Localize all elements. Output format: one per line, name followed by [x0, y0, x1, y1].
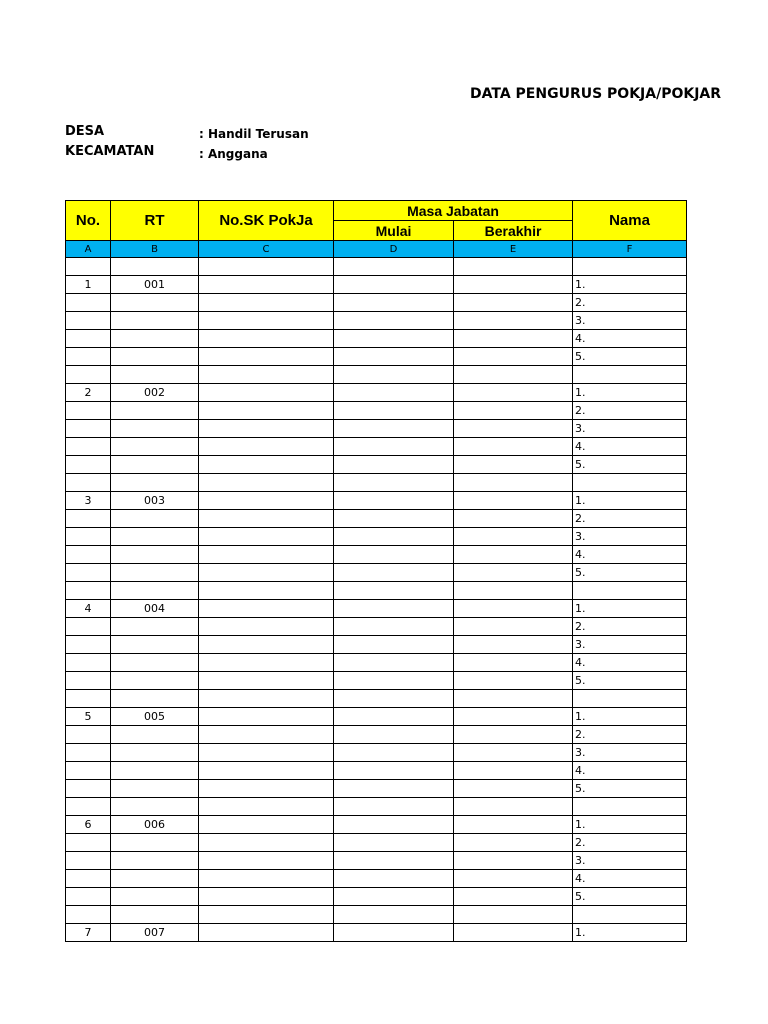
berakhir-cell [454, 798, 573, 816]
sk-cell [199, 276, 334, 294]
nama-cell [573, 474, 687, 492]
mulai-cell [334, 312, 454, 330]
mulai-cell [334, 816, 454, 834]
sk-cell [199, 474, 334, 492]
rt-cell: 003 [111, 492, 199, 510]
rt-cell [111, 906, 199, 924]
table-row [66, 456, 687, 474]
sk-cell [199, 654, 334, 672]
no-cell: 2 [66, 384, 111, 402]
rt-cell [111, 852, 199, 870]
nama-cell [573, 258, 687, 276]
nama-cell: 4. [573, 762, 687, 780]
berakhir-cell [454, 870, 573, 888]
berakhir-cell [454, 312, 573, 330]
desa-label: DESA [65, 124, 105, 139]
rt-cell [111, 564, 199, 582]
no-cell [66, 726, 111, 744]
berakhir-cell [454, 258, 573, 276]
mulai-cell [334, 330, 454, 348]
rt-cell [111, 762, 199, 780]
no-cell: 3 [66, 492, 111, 510]
sk-cell [199, 582, 334, 600]
sk-cell [199, 798, 334, 816]
table-row [66, 258, 687, 276]
table-row [66, 294, 687, 312]
rt-cell [111, 744, 199, 762]
rt-cell [111, 456, 199, 474]
mulai-cell [334, 798, 454, 816]
sk-cell [199, 636, 334, 654]
nama-cell: 1. [573, 492, 687, 510]
rt-cell [111, 402, 199, 420]
mulai-cell [334, 438, 454, 456]
no-cell [66, 564, 111, 582]
nama-cell: 2. [573, 726, 687, 744]
sk-cell [199, 906, 334, 924]
table-row [66, 312, 687, 330]
header-sk: No.SK PokJa [199, 201, 334, 241]
sk-cell [199, 294, 334, 312]
nama-cell: 2. [573, 618, 687, 636]
rt-cell [111, 312, 199, 330]
sk-cell [199, 438, 334, 456]
mulai-cell [334, 888, 454, 906]
nama-cell [573, 582, 687, 600]
berakhir-cell [454, 654, 573, 672]
nama-cell: 3. [573, 420, 687, 438]
no-cell: 5 [66, 708, 111, 726]
sk-cell [199, 402, 334, 420]
column-letter-row [66, 241, 687, 258]
sk-cell [199, 366, 334, 384]
mulai-cell [334, 564, 454, 582]
table-row [66, 888, 687, 906]
nama-cell: 2. [573, 510, 687, 528]
no-cell: 4 [66, 600, 111, 618]
header-nama: Nama [573, 201, 687, 241]
sk-cell [199, 420, 334, 438]
table-row [66, 924, 687, 942]
no-cell [66, 636, 111, 654]
berakhir-cell [454, 816, 573, 834]
no-cell [66, 348, 111, 366]
table-row [66, 510, 687, 528]
rt-cell [111, 366, 199, 384]
rt-cell [111, 510, 199, 528]
sk-cell [199, 726, 334, 744]
mulai-cell [334, 348, 454, 366]
no-cell [66, 654, 111, 672]
berakhir-cell [454, 618, 573, 636]
berakhir-cell [454, 924, 573, 942]
header-mulai: Mulai [334, 221, 454, 241]
header-no: No. [66, 201, 111, 241]
mulai-cell [334, 708, 454, 726]
sk-cell [199, 816, 334, 834]
nama-cell: 5. [573, 456, 687, 474]
mulai-cell [334, 834, 454, 852]
mulai-cell [334, 474, 454, 492]
berakhir-cell [454, 366, 573, 384]
mulai-cell [334, 870, 454, 888]
nama-cell: 2. [573, 294, 687, 312]
header-rt: RT [111, 201, 199, 241]
no-cell [66, 798, 111, 816]
no-cell: 7 [66, 924, 111, 942]
pengurus-table [65, 200, 687, 942]
nama-cell: 3. [573, 312, 687, 330]
no-cell [66, 474, 111, 492]
no-cell [66, 780, 111, 798]
table-row [66, 528, 687, 546]
table-row [66, 672, 687, 690]
berakhir-cell [454, 780, 573, 798]
mulai-cell [334, 924, 454, 942]
table-row [66, 492, 687, 510]
nama-cell: 5. [573, 348, 687, 366]
no-cell [66, 834, 111, 852]
table-row [66, 546, 687, 564]
table-row [66, 690, 687, 708]
column-letter: E [454, 241, 573, 258]
sk-cell [199, 888, 334, 906]
berakhir-cell [454, 690, 573, 708]
table-row [66, 564, 687, 582]
column-letter: C [199, 241, 334, 258]
no-cell [66, 744, 111, 762]
mulai-cell [334, 456, 454, 474]
nama-cell: 4. [573, 330, 687, 348]
sk-cell [199, 600, 334, 618]
table-row [66, 366, 687, 384]
nama-cell: 1. [573, 816, 687, 834]
no-cell [66, 312, 111, 330]
berakhir-cell [454, 510, 573, 528]
berakhir-cell [454, 906, 573, 924]
berakhir-cell [454, 294, 573, 312]
sk-cell [199, 744, 334, 762]
table-row [66, 600, 687, 618]
no-cell: 6 [66, 816, 111, 834]
sk-cell [199, 330, 334, 348]
rt-cell [111, 798, 199, 816]
table-row [66, 816, 687, 834]
nama-cell: 1. [573, 600, 687, 618]
no-cell [66, 870, 111, 888]
rt-cell [111, 654, 199, 672]
mulai-cell [334, 654, 454, 672]
rt-cell [111, 672, 199, 690]
no-cell [66, 510, 111, 528]
column-letter: B [111, 241, 199, 258]
rt-cell [111, 474, 199, 492]
no-cell [66, 672, 111, 690]
table-row [66, 618, 687, 636]
table-row [66, 834, 687, 852]
table-row [66, 276, 687, 294]
rt-cell [111, 888, 199, 906]
rt-cell [111, 330, 199, 348]
column-letter: D [334, 241, 454, 258]
no-cell [66, 456, 111, 474]
sk-cell [199, 690, 334, 708]
table-row [66, 726, 687, 744]
desa-value: : Handil Terusan [199, 127, 309, 141]
no-cell [66, 762, 111, 780]
berakhir-cell [454, 348, 573, 366]
mulai-cell [334, 420, 454, 438]
nama-cell [573, 366, 687, 384]
berakhir-cell [454, 564, 573, 582]
no-cell [66, 690, 111, 708]
nama-cell: 3. [573, 744, 687, 762]
berakhir-cell [454, 834, 573, 852]
sk-cell [199, 870, 334, 888]
no-cell [66, 420, 111, 438]
berakhir-cell [454, 456, 573, 474]
nama-cell [573, 690, 687, 708]
no-cell [66, 906, 111, 924]
no-cell: 1 [66, 276, 111, 294]
rt-cell: 007 [111, 924, 199, 942]
nama-cell: 1. [573, 384, 687, 402]
mulai-cell [334, 582, 454, 600]
berakhir-cell [454, 726, 573, 744]
nama-cell: 1. [573, 276, 687, 294]
rt-cell [111, 528, 199, 546]
table-row [66, 744, 687, 762]
sk-cell [199, 456, 334, 474]
sk-cell [199, 528, 334, 546]
no-cell [66, 582, 111, 600]
table-row [66, 474, 687, 492]
rt-cell: 001 [111, 276, 199, 294]
table-row [66, 906, 687, 924]
mulai-cell [334, 852, 454, 870]
berakhir-cell [454, 852, 573, 870]
kecamatan-label: KECAMATAN [65, 144, 155, 159]
table-row [66, 780, 687, 798]
no-cell [66, 852, 111, 870]
nama-cell: 4. [573, 438, 687, 456]
sk-cell [199, 852, 334, 870]
table-row [66, 708, 687, 726]
sk-cell [199, 492, 334, 510]
sk-cell [199, 564, 334, 582]
berakhir-cell [454, 276, 573, 294]
berakhir-cell [454, 438, 573, 456]
sk-cell [199, 384, 334, 402]
nama-cell: 4. [573, 870, 687, 888]
header-berakhir: Berakhir [454, 221, 573, 241]
no-cell [66, 546, 111, 564]
mulai-cell [334, 528, 454, 546]
table-row [66, 402, 687, 420]
rt-cell: 002 [111, 384, 199, 402]
table-row [66, 348, 687, 366]
sk-cell [199, 348, 334, 366]
mulai-cell [334, 672, 454, 690]
sk-cell [199, 708, 334, 726]
table-row [66, 762, 687, 780]
nama-cell [573, 906, 687, 924]
berakhir-cell [454, 492, 573, 510]
mulai-cell [334, 600, 454, 618]
table-row [66, 870, 687, 888]
table-row [66, 438, 687, 456]
nama-cell: 3. [573, 636, 687, 654]
mulai-cell [334, 294, 454, 312]
nama-cell: 4. [573, 546, 687, 564]
nama-cell: 5. [573, 672, 687, 690]
mulai-cell [334, 762, 454, 780]
berakhir-cell [454, 546, 573, 564]
berakhir-cell [454, 888, 573, 906]
mulai-cell [334, 366, 454, 384]
table-row [66, 330, 687, 348]
mulai-cell [334, 636, 454, 654]
table-row [66, 852, 687, 870]
rt-cell [111, 546, 199, 564]
rt-cell [111, 618, 199, 636]
berakhir-cell [454, 402, 573, 420]
sk-cell [199, 312, 334, 330]
no-cell [66, 294, 111, 312]
mulai-cell [334, 690, 454, 708]
rt-cell [111, 636, 199, 654]
table-row [66, 798, 687, 816]
column-letter: F [573, 241, 687, 258]
berakhir-cell [454, 384, 573, 402]
berakhir-cell [454, 636, 573, 654]
sk-cell [199, 762, 334, 780]
berakhir-cell [454, 708, 573, 726]
nama-cell: 5. [573, 564, 687, 582]
header-masa-jabatan: Masa Jabatan [334, 201, 573, 221]
berakhir-cell [454, 672, 573, 690]
berakhir-cell [454, 474, 573, 492]
nama-cell: 3. [573, 852, 687, 870]
berakhir-cell [454, 582, 573, 600]
mulai-cell [334, 492, 454, 510]
rt-cell [111, 348, 199, 366]
rt-cell [111, 438, 199, 456]
table-row [66, 384, 687, 402]
sk-cell [199, 258, 334, 276]
berakhir-cell [454, 420, 573, 438]
no-cell [66, 438, 111, 456]
no-cell [66, 528, 111, 546]
rt-cell: 004 [111, 600, 199, 618]
no-cell [66, 888, 111, 906]
mulai-cell [334, 258, 454, 276]
mulai-cell [334, 618, 454, 636]
berakhir-cell [454, 762, 573, 780]
table-row [66, 582, 687, 600]
berakhir-cell [454, 744, 573, 762]
nama-cell: 5. [573, 888, 687, 906]
mulai-cell [334, 402, 454, 420]
rt-cell: 006 [111, 816, 199, 834]
sk-cell [199, 618, 334, 636]
mulai-cell [334, 726, 454, 744]
mulai-cell [334, 906, 454, 924]
rt-cell [111, 582, 199, 600]
mulai-cell [334, 546, 454, 564]
document-title: DATA PENGURUS POKJA/POKJAR [470, 86, 722, 102]
sk-cell [199, 780, 334, 798]
nama-cell: 2. [573, 834, 687, 852]
table-row [66, 420, 687, 438]
sk-cell [199, 924, 334, 942]
no-cell [66, 402, 111, 420]
berakhir-cell [454, 330, 573, 348]
nama-cell: 1. [573, 924, 687, 942]
rt-cell [111, 690, 199, 708]
berakhir-cell [454, 600, 573, 618]
rt-cell: 005 [111, 708, 199, 726]
rt-cell [111, 726, 199, 744]
column-letter: A [66, 241, 111, 258]
rt-cell [111, 420, 199, 438]
rt-cell [111, 258, 199, 276]
nama-cell: 2. [573, 402, 687, 420]
nama-cell: 1. [573, 708, 687, 726]
sk-cell [199, 546, 334, 564]
no-cell [66, 618, 111, 636]
nama-cell [573, 798, 687, 816]
kecamatan-value: : Anggana [199, 147, 268, 161]
rt-cell [111, 870, 199, 888]
mulai-cell [334, 384, 454, 402]
no-cell [66, 366, 111, 384]
nama-cell: 3. [573, 528, 687, 546]
table-row [66, 636, 687, 654]
sk-cell [199, 510, 334, 528]
rt-cell [111, 834, 199, 852]
mulai-cell [334, 276, 454, 294]
rt-cell [111, 780, 199, 798]
mulai-cell [334, 510, 454, 528]
nama-cell: 5. [573, 780, 687, 798]
rt-cell [111, 294, 199, 312]
no-cell [66, 330, 111, 348]
sk-cell [199, 672, 334, 690]
nama-cell: 4. [573, 654, 687, 672]
table-row [66, 654, 687, 672]
mulai-cell [334, 780, 454, 798]
sk-cell [199, 834, 334, 852]
berakhir-cell [454, 528, 573, 546]
no-cell [66, 258, 111, 276]
mulai-cell [334, 744, 454, 762]
